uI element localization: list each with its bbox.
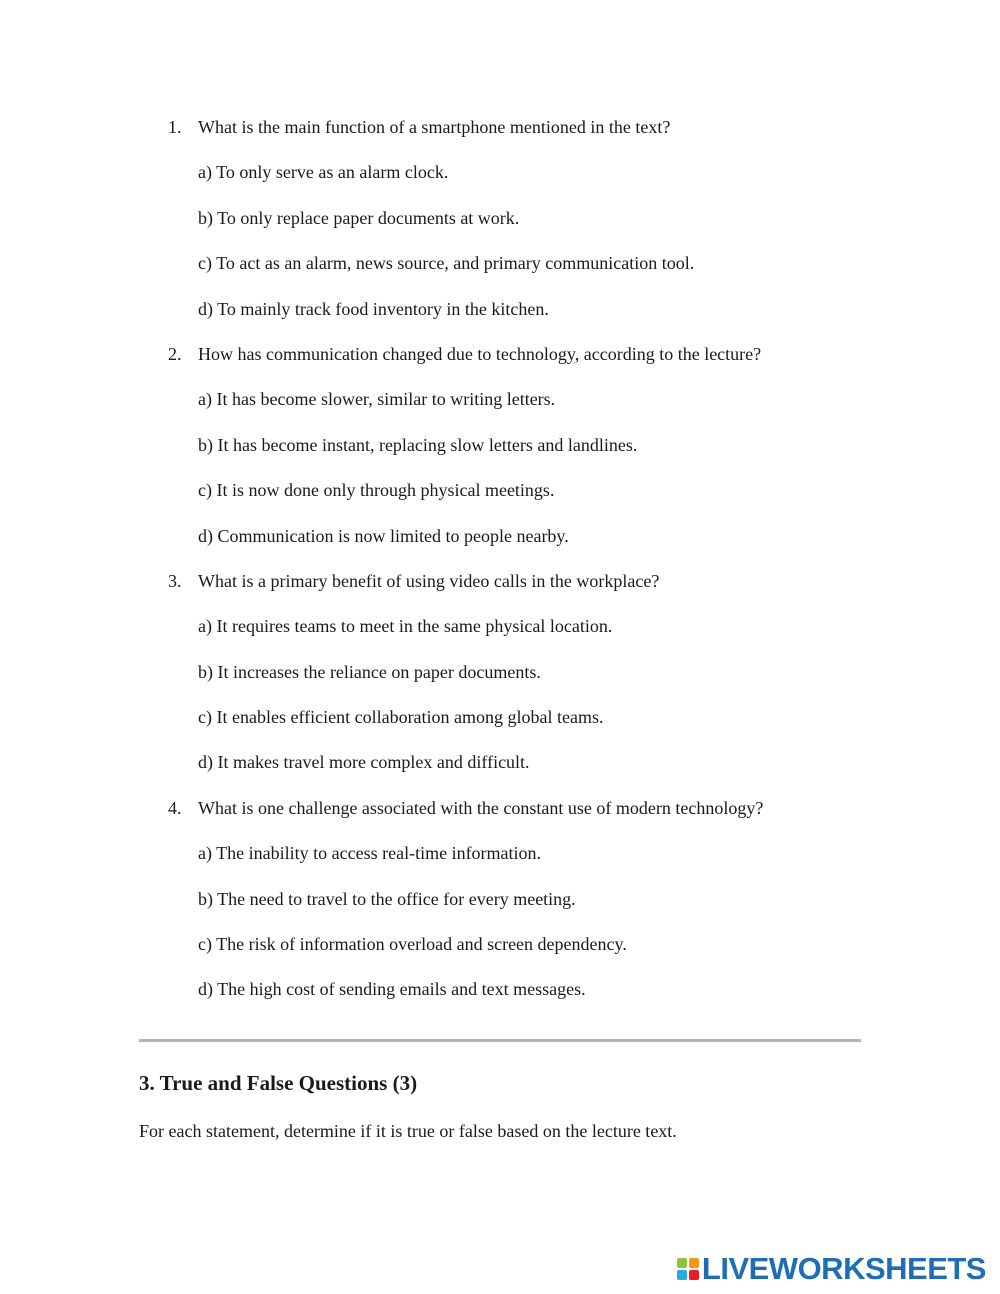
answer-option-3d: d) It makes travel more complex and difficult.	[198, 752, 530, 773]
answer-option-1a: a) To only serve as an alarm clock.	[198, 162, 449, 183]
question-1	[168, 112, 868, 157]
question-number: 2.	[168, 343, 182, 364]
question-text: What is a primary benefit of using video calls in the workplace?	[198, 570, 660, 591]
answer-option-2c: c) It is now done only through physical meetings.	[198, 480, 555, 501]
answer-option-2a: a) It has become slower, similar to writing letters.	[198, 389, 556, 410]
answer-option-2d: d) Communication is now limited to people nearby.	[198, 525, 569, 546]
section-divider	[139, 1039, 861, 1042]
section-instructions: For each statement, determine if it is true or false based on the lecture text.	[139, 1121, 677, 1141]
answer-option-2b: b) It has become instant, replacing slow letters and landlines.	[198, 434, 638, 455]
question-number: 1.	[168, 117, 182, 137]
logo-wordmark: LIVEWORKSHEETS	[701, 1251, 986, 1286]
answer-option-1c: c) To act as an alarm, news source, and primary communication tool.	[198, 253, 695, 274]
question-4	[168, 793, 868, 838]
answer-option-3b: b) It increases the reliance on paper documents.	[198, 661, 541, 682]
answer-option-4d: d) The high cost of sending emails and text messages.	[198, 979, 586, 1000]
question-number: 4.	[168, 797, 182, 818]
answer-option-4a: a) The inability to access real-time information.	[198, 843, 542, 864]
question-2	[168, 339, 868, 384]
answer-option-4c: c) The risk of information overload and screen dependency.	[198, 934, 627, 955]
question-text: How has communication changed due to technology, according to the lecture?	[198, 343, 762, 364]
logo-tile-icon	[677, 1270, 687, 1280]
answer-option-3a: a) It requires teams to meet in the same physical location.	[198, 616, 613, 637]
section-heading: 3. True and False Questions (3)	[139, 1071, 418, 1095]
liveworksheets-logo[interactable]	[677, 1252, 986, 1286]
logo-tile-icon	[689, 1270, 699, 1280]
question-text: What is the main function of a smartphone mentioned in the text?	[198, 117, 671, 137]
question-text: What is one challenge associated with the constant use of modern technology?	[198, 797, 764, 818]
answer-option-3c: c) It enables efficient collaboration among global teams.	[198, 707, 604, 728]
answer-option-4b: b) The need to travel to the office for every meeting.	[198, 888, 576, 909]
logo-tile-icon	[677, 1258, 687, 1268]
question-list	[168, 112, 868, 1020]
liveworksheets-logo-icon	[677, 1258, 699, 1280]
question-number: 3.	[168, 570, 182, 591]
logo-tile-icon	[689, 1258, 699, 1268]
question-3	[168, 566, 868, 611]
answer-option-1b: b) To only replace paper documents at work.	[198, 207, 520, 228]
answer-option-1d: d) To mainly track food inventory in the kitchen.	[198, 298, 549, 319]
